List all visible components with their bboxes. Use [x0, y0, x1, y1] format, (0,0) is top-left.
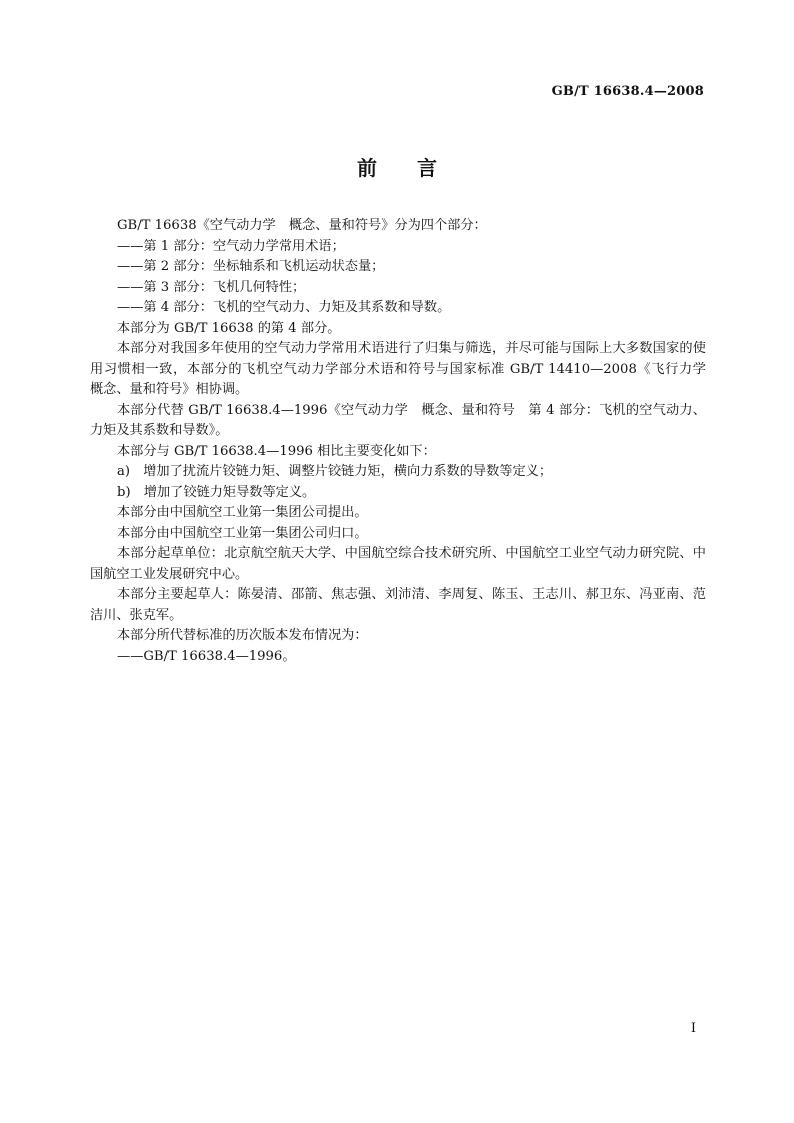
replacement-paragraph: 本部分代替 GB/T 16638.4—1996《空气动力学 概念、量和符号 第 4 部分：飞机的空气动力、力矩及其系数和导数》。: [90, 402, 706, 438]
part-list-item-2: ——第 2 部分：坐标轴系和飞机运动状态量；: [117, 259, 385, 274]
history-intro: 本部分所代替标准的历次版本发布情况为：: [117, 628, 368, 643]
intro-paragraph: GB/T 16638《空气动力学 概念、量和符号》分为四个部分：: [117, 218, 487, 233]
drafting-units-paragraph: 本部分起草单位：北京航空航天大学、中国航空综合技术研究所、中国航空工业空气动力研究院、中国航空工业发展研究中心。: [90, 546, 706, 582]
part-list-item-3: ——第 3 部分：飞机几何特性；: [117, 279, 306, 295]
page-title: 前言: [357, 156, 477, 180]
part-list-item-4: ——第 4 部分：飞机的空气动力、力矩及其系数和导数。: [117, 300, 451, 315]
part-statement: 本部分为 GB/T 16638 的第 4 部分。: [117, 320, 341, 336]
page-number: I: [690, 1021, 696, 1036]
drafters-paragraph: 本部分主要起草人：陈晏清、邵箭、焦志强、刘沛清、李周复、陈玉、王志川、郝卫东、冯亚南、范洁川、张克军。: [90, 587, 706, 623]
changes-intro: 本部分与 GB/T 16638.4—1996 相比主要变化如下：: [117, 443, 436, 459]
scope-paragraph: 本部分对我国多年使用的空气动力学常用术语进行了归集与筛选，并尽可能与国际上大多数国家的使用习惯相一致，本部分的飞机空气动力学部分术语和符号与国家标准 GB/T 14410—2008《飞行力学 概念、量和符号》相协调。: [90, 341, 720, 397]
proposer-paragraph: 本部分由中国航空工业第一集团公司提出。: [117, 505, 368, 520]
administrator-paragraph: 本部分由中国航空工业第一集团公司归口。: [117, 525, 368, 541]
change-item-a: a) 增加了扰流片铰链力矩、调整片铰链力矩，横向力系数的导数等定义；: [117, 464, 553, 479]
part-list-item-1: ——第 1 部分：空气动力学常用术语；: [117, 238, 345, 254]
document-body: [90, 216, 720, 667]
standard-code: GB/T 16638.4—2008: [551, 84, 704, 99]
history-item: ——GB/T 16638.4—1996。: [117, 648, 296, 664]
change-item-b: b) 增加了铰链力矩导数等定义。: [117, 484, 316, 500]
